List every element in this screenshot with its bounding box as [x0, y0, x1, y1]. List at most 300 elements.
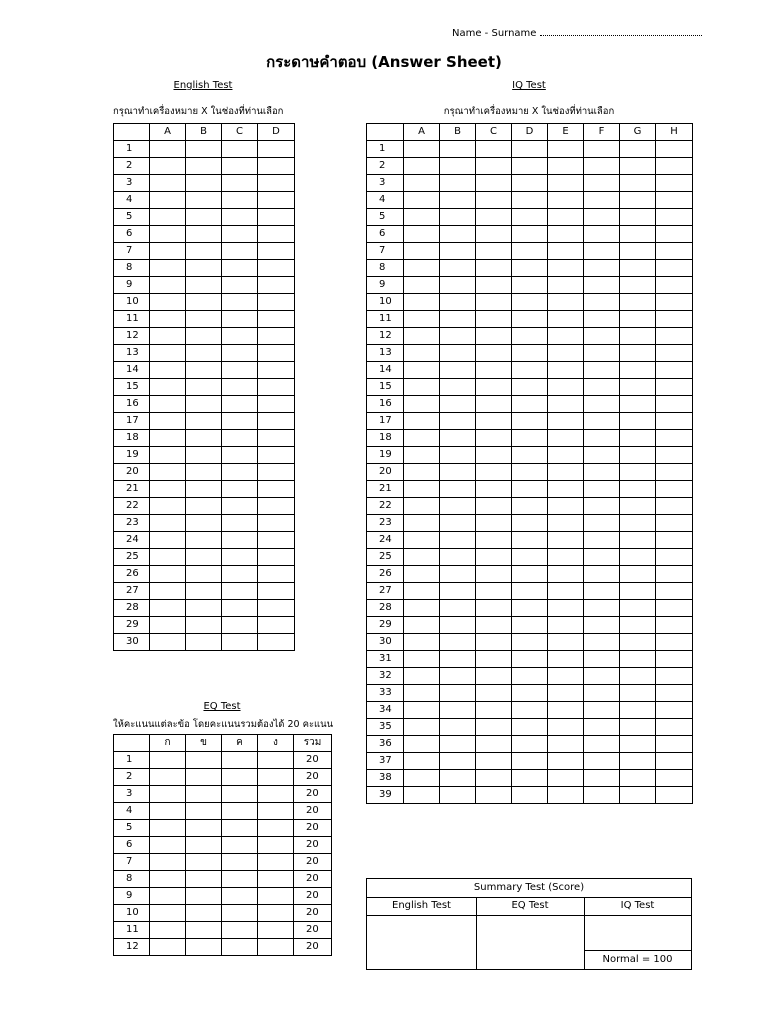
answer-cell[interactable] [440, 566, 476, 583]
answer-cell[interactable] [186, 243, 222, 260]
answer-cell[interactable] [512, 328, 548, 345]
answer-cell[interactable] [404, 243, 440, 260]
answer-cell[interactable] [620, 566, 656, 583]
answer-cell[interactable] [150, 837, 186, 854]
answer-cell[interactable] [258, 379, 295, 396]
answer-cell[interactable] [222, 447, 258, 464]
answer-cell[interactable] [512, 515, 548, 532]
answer-cell[interactable] [476, 651, 512, 668]
answer-cell[interactable] [186, 362, 222, 379]
answer-cell[interactable] [656, 668, 693, 685]
answer-cell[interactable] [186, 634, 222, 651]
answer-cell[interactable] [548, 430, 584, 447]
answer-cell[interactable] [512, 175, 548, 192]
answer-cell[interactable] [222, 345, 258, 362]
answer-cell[interactable] [186, 396, 222, 413]
answer-cell[interactable] [258, 634, 295, 651]
answer-cell[interactable] [186, 498, 222, 515]
answer-cell[interactable] [186, 277, 222, 294]
answer-cell[interactable] [404, 141, 440, 158]
answer-cell[interactable] [620, 413, 656, 430]
answer-cell[interactable] [656, 515, 693, 532]
answer-cell[interactable] [656, 498, 693, 515]
answer-cell[interactable] [584, 617, 620, 634]
answer-cell[interactable] [258, 192, 295, 209]
answer-cell[interactable] [512, 736, 548, 753]
answer-cell[interactable] [404, 345, 440, 362]
answer-cell[interactable] [404, 362, 440, 379]
answer-cell[interactable] [150, 752, 186, 769]
answer-cell[interactable] [186, 413, 222, 430]
answer-cell[interactable] [620, 634, 656, 651]
answer-cell[interactable] [404, 209, 440, 226]
answer-cell[interactable] [258, 226, 295, 243]
answer-cell[interactable] [620, 277, 656, 294]
summary-english-score-cell[interactable] [367, 916, 475, 969]
answer-cell[interactable] [258, 158, 295, 175]
answer-cell[interactable] [440, 651, 476, 668]
answer-cell[interactable] [476, 719, 512, 736]
answer-cell[interactable] [404, 753, 440, 770]
answer-cell[interactable] [186, 532, 222, 549]
answer-cell[interactable] [186, 192, 222, 209]
answer-cell[interactable] [620, 345, 656, 362]
answer-cell[interactable] [476, 379, 512, 396]
answer-cell[interactable] [440, 362, 476, 379]
answer-cell[interactable] [404, 600, 440, 617]
answer-cell[interactable] [258, 769, 294, 786]
answer-cell[interactable] [258, 413, 295, 430]
answer-cell[interactable] [186, 905, 222, 922]
answer-cell[interactable] [584, 243, 620, 260]
answer-cell[interactable] [150, 379, 186, 396]
answer-cell[interactable] [186, 481, 222, 498]
answer-cell[interactable] [150, 396, 186, 413]
answer-cell[interactable] [440, 481, 476, 498]
answer-cell[interactable] [476, 464, 512, 481]
answer-cell[interactable] [548, 770, 584, 787]
answer-cell[interactable] [404, 226, 440, 243]
answer-cell[interactable] [186, 854, 222, 871]
answer-cell[interactable] [656, 617, 693, 634]
answer-cell[interactable] [512, 464, 548, 481]
answer-cell[interactable] [222, 379, 258, 396]
answer-cell[interactable] [476, 311, 512, 328]
answer-cell[interactable] [548, 719, 584, 736]
answer-cell[interactable] [548, 328, 584, 345]
answer-cell[interactable] [258, 617, 295, 634]
answer-cell[interactable] [150, 226, 186, 243]
answer-cell[interactable] [584, 175, 620, 192]
answer-cell[interactable] [584, 209, 620, 226]
answer-cell[interactable] [222, 837, 258, 854]
answer-cell[interactable] [656, 192, 693, 209]
answer-cell[interactable] [186, 260, 222, 277]
answer-cell[interactable] [440, 634, 476, 651]
answer-cell[interactable] [404, 430, 440, 447]
answer-cell[interactable] [150, 939, 186, 956]
answer-cell[interactable] [258, 515, 295, 532]
answer-cell[interactable] [548, 413, 584, 430]
answer-cell[interactable] [404, 379, 440, 396]
answer-cell[interactable] [656, 243, 693, 260]
answer-cell[interactable] [222, 905, 258, 922]
answer-cell[interactable] [620, 243, 656, 260]
answer-cell[interactable] [512, 294, 548, 311]
answer-cell[interactable] [620, 515, 656, 532]
answer-cell[interactable] [404, 651, 440, 668]
answer-cell[interactable] [150, 277, 186, 294]
answer-cell[interactable] [186, 922, 222, 939]
name-surname-blank[interactable] [540, 27, 702, 36]
answer-cell[interactable] [222, 277, 258, 294]
answer-cell[interactable] [404, 685, 440, 702]
answer-cell[interactable] [620, 532, 656, 549]
answer-cell[interactable] [440, 294, 476, 311]
answer-cell[interactable] [512, 260, 548, 277]
answer-cell[interactable] [222, 413, 258, 430]
answer-cell[interactable] [222, 192, 258, 209]
answer-cell[interactable] [656, 651, 693, 668]
answer-cell[interactable] [584, 583, 620, 600]
answer-cell[interactable] [222, 820, 258, 837]
answer-cell[interactable] [512, 226, 548, 243]
answer-cell[interactable] [584, 549, 620, 566]
answer-cell[interactable] [620, 753, 656, 770]
answer-cell[interactable] [548, 192, 584, 209]
answer-cell[interactable] [476, 192, 512, 209]
answer-cell[interactable] [440, 617, 476, 634]
answer-cell[interactable] [620, 736, 656, 753]
answer-cell[interactable] [620, 175, 656, 192]
answer-cell[interactable] [258, 820, 294, 837]
answer-cell[interactable] [584, 736, 620, 753]
answer-cell[interactable] [222, 634, 258, 651]
answer-cell[interactable] [512, 498, 548, 515]
answer-cell[interactable] [656, 396, 693, 413]
answer-cell[interactable] [222, 430, 258, 447]
answer-cell[interactable] [186, 820, 222, 837]
answer-cell[interactable] [512, 277, 548, 294]
answer-cell[interactable] [656, 736, 693, 753]
answer-cell[interactable] [258, 260, 295, 277]
answer-cell[interactable] [548, 226, 584, 243]
answer-cell[interactable] [222, 871, 258, 888]
answer-cell[interactable] [150, 243, 186, 260]
answer-cell[interactable] [440, 600, 476, 617]
answer-cell[interactable] [548, 243, 584, 260]
answer-cell[interactable] [548, 396, 584, 413]
answer-cell[interactable] [150, 328, 186, 345]
answer-cell[interactable] [656, 141, 693, 158]
answer-cell[interactable] [656, 481, 693, 498]
answer-cell[interactable] [258, 583, 295, 600]
answer-cell[interactable] [476, 600, 512, 617]
answer-cell[interactable] [548, 175, 584, 192]
answer-cell[interactable] [512, 141, 548, 158]
answer-cell[interactable] [150, 362, 186, 379]
answer-cell[interactable] [620, 464, 656, 481]
answer-cell[interactable] [584, 566, 620, 583]
answer-cell[interactable] [222, 498, 258, 515]
answer-cell[interactable] [222, 311, 258, 328]
answer-cell[interactable] [222, 854, 258, 871]
answer-cell[interactable] [150, 634, 186, 651]
answer-cell[interactable] [584, 141, 620, 158]
answer-cell[interactable] [150, 803, 186, 820]
answer-cell[interactable] [404, 158, 440, 175]
answer-cell[interactable] [258, 600, 295, 617]
answer-cell[interactable] [404, 532, 440, 549]
answer-cell[interactable] [186, 515, 222, 532]
answer-cell[interactable] [512, 600, 548, 617]
answer-cell[interactable] [258, 803, 294, 820]
answer-cell[interactable] [150, 820, 186, 837]
answer-cell[interactable] [476, 158, 512, 175]
answer-cell[interactable] [186, 549, 222, 566]
answer-cell[interactable] [584, 294, 620, 311]
answer-cell[interactable] [440, 770, 476, 787]
answer-cell[interactable] [656, 464, 693, 481]
answer-cell[interactable] [222, 328, 258, 345]
answer-cell[interactable] [620, 226, 656, 243]
answer-cell[interactable] [620, 668, 656, 685]
answer-cell[interactable] [222, 243, 258, 260]
answer-cell[interactable] [150, 600, 186, 617]
answer-cell[interactable] [476, 617, 512, 634]
answer-cell[interactable] [548, 158, 584, 175]
answer-cell[interactable] [476, 277, 512, 294]
answer-cell[interactable] [548, 617, 584, 634]
answer-cell[interactable] [222, 260, 258, 277]
answer-cell[interactable] [186, 888, 222, 905]
answer-cell[interactable] [584, 158, 620, 175]
answer-cell[interactable] [404, 175, 440, 192]
answer-cell[interactable] [258, 888, 294, 905]
answer-cell[interactable] [512, 362, 548, 379]
answer-cell[interactable] [620, 787, 656, 804]
answer-cell[interactable] [656, 294, 693, 311]
answer-cell[interactable] [620, 294, 656, 311]
answer-cell[interactable] [476, 413, 512, 430]
answer-cell[interactable] [258, 141, 295, 158]
answer-cell[interactable] [222, 158, 258, 175]
answer-cell[interactable] [584, 328, 620, 345]
answer-cell[interactable] [222, 922, 258, 939]
answer-cell[interactable] [476, 770, 512, 787]
answer-cell[interactable] [258, 854, 294, 871]
answer-cell[interactable] [150, 447, 186, 464]
answer-cell[interactable] [186, 379, 222, 396]
answer-cell[interactable] [222, 294, 258, 311]
answer-cell[interactable] [258, 549, 295, 566]
answer-cell[interactable] [440, 787, 476, 804]
answer-cell[interactable] [584, 226, 620, 243]
answer-cell[interactable] [548, 566, 584, 583]
answer-cell[interactable] [476, 260, 512, 277]
answer-cell[interactable] [440, 277, 476, 294]
answer-cell[interactable] [150, 532, 186, 549]
answer-cell[interactable] [186, 464, 222, 481]
answer-cell[interactable] [404, 583, 440, 600]
answer-cell[interactable] [548, 753, 584, 770]
answer-cell[interactable] [404, 770, 440, 787]
answer-cell[interactable] [656, 277, 693, 294]
answer-cell[interactable] [222, 769, 258, 786]
answer-cell[interactable] [440, 158, 476, 175]
answer-cell[interactable] [476, 141, 512, 158]
answer-cell[interactable] [584, 532, 620, 549]
answer-cell[interactable] [258, 396, 295, 413]
answer-cell[interactable] [548, 583, 584, 600]
answer-cell[interactable] [440, 175, 476, 192]
answer-cell[interactable] [476, 345, 512, 362]
answer-cell[interactable] [404, 566, 440, 583]
answer-cell[interactable] [584, 753, 620, 770]
answer-cell[interactable] [512, 379, 548, 396]
answer-cell[interactable] [548, 464, 584, 481]
answer-cell[interactable] [476, 583, 512, 600]
answer-cell[interactable] [512, 566, 548, 583]
answer-cell[interactable] [548, 277, 584, 294]
answer-cell[interactable] [548, 549, 584, 566]
answer-cell[interactable] [620, 651, 656, 668]
answer-cell[interactable] [476, 209, 512, 226]
answer-cell[interactable] [476, 736, 512, 753]
answer-cell[interactable] [258, 243, 295, 260]
answer-cell[interactable] [258, 311, 295, 328]
answer-cell[interactable] [548, 294, 584, 311]
answer-cell[interactable] [548, 362, 584, 379]
answer-cell[interactable] [222, 209, 258, 226]
answer-cell[interactable] [476, 175, 512, 192]
answer-cell[interactable] [404, 277, 440, 294]
answer-cell[interactable] [440, 549, 476, 566]
answer-cell[interactable] [150, 413, 186, 430]
answer-cell[interactable] [584, 430, 620, 447]
answer-cell[interactable] [656, 209, 693, 226]
answer-cell[interactable] [584, 651, 620, 668]
answer-cell[interactable] [258, 922, 294, 939]
answer-cell[interactable] [620, 770, 656, 787]
answer-cell[interactable] [584, 345, 620, 362]
answer-cell[interactable] [440, 464, 476, 481]
answer-cell[interactable] [512, 396, 548, 413]
answer-cell[interactable] [620, 719, 656, 736]
answer-cell[interactable] [440, 379, 476, 396]
answer-cell[interactable] [186, 600, 222, 617]
answer-cell[interactable] [150, 430, 186, 447]
answer-cell[interactable] [584, 481, 620, 498]
answer-cell[interactable] [620, 481, 656, 498]
answer-cell[interactable] [258, 464, 295, 481]
answer-cell[interactable] [512, 634, 548, 651]
answer-cell[interactable] [150, 294, 186, 311]
answer-cell[interactable] [186, 175, 222, 192]
answer-cell[interactable] [150, 905, 186, 922]
answer-cell[interactable] [620, 328, 656, 345]
answer-cell[interactable] [440, 498, 476, 515]
answer-cell[interactable] [404, 736, 440, 753]
answer-cell[interactable] [404, 719, 440, 736]
answer-cell[interactable] [150, 922, 186, 939]
answer-cell[interactable] [150, 345, 186, 362]
answer-cell[interactable] [656, 226, 693, 243]
answer-cell[interactable] [548, 600, 584, 617]
answer-cell[interactable] [222, 786, 258, 803]
answer-cell[interactable] [440, 583, 476, 600]
answer-cell[interactable] [656, 600, 693, 617]
answer-cell[interactable] [656, 260, 693, 277]
answer-cell[interactable] [476, 787, 512, 804]
answer-cell[interactable] [186, 617, 222, 634]
answer-cell[interactable] [584, 447, 620, 464]
answer-cell[interactable] [150, 498, 186, 515]
answer-cell[interactable] [620, 685, 656, 702]
answer-cell[interactable] [620, 583, 656, 600]
answer-cell[interactable] [150, 617, 186, 634]
answer-cell[interactable] [186, 447, 222, 464]
answer-cell[interactable] [656, 583, 693, 600]
answer-cell[interactable] [258, 447, 295, 464]
answer-cell[interactable] [150, 481, 186, 498]
answer-cell[interactable] [440, 447, 476, 464]
answer-cell[interactable] [512, 447, 548, 464]
answer-cell[interactable] [476, 702, 512, 719]
answer-cell[interactable] [222, 464, 258, 481]
answer-cell[interactable] [584, 719, 620, 736]
answer-cell[interactable] [476, 226, 512, 243]
answer-cell[interactable] [476, 430, 512, 447]
answer-cell[interactable] [476, 532, 512, 549]
answer-cell[interactable] [656, 770, 693, 787]
answer-cell[interactable] [404, 498, 440, 515]
answer-cell[interactable] [476, 447, 512, 464]
answer-cell[interactable] [186, 141, 222, 158]
answer-cell[interactable] [656, 430, 693, 447]
answer-cell[interactable] [404, 311, 440, 328]
answer-cell[interactable] [258, 905, 294, 922]
answer-cell[interactable] [476, 753, 512, 770]
answer-cell[interactable] [656, 362, 693, 379]
answer-cell[interactable] [404, 702, 440, 719]
answer-cell[interactable] [440, 413, 476, 430]
answer-cell[interactable] [620, 396, 656, 413]
answer-cell[interactable] [548, 532, 584, 549]
answer-cell[interactable] [584, 685, 620, 702]
answer-cell[interactable] [150, 786, 186, 803]
answer-cell[interactable] [222, 803, 258, 820]
answer-cell[interactable] [548, 311, 584, 328]
answer-cell[interactable] [186, 566, 222, 583]
answer-cell[interactable] [258, 871, 294, 888]
answer-cell[interactable] [222, 939, 258, 956]
answer-cell[interactable] [548, 498, 584, 515]
answer-cell[interactable] [512, 753, 548, 770]
answer-cell[interactable] [548, 685, 584, 702]
answer-cell[interactable] [186, 752, 222, 769]
answer-cell[interactable] [584, 362, 620, 379]
answer-cell[interactable] [512, 532, 548, 549]
answer-cell[interactable] [186, 430, 222, 447]
answer-cell[interactable] [620, 702, 656, 719]
answer-cell[interactable] [548, 702, 584, 719]
answer-cell[interactable] [656, 787, 693, 804]
answer-cell[interactable] [656, 549, 693, 566]
answer-cell[interactable] [186, 209, 222, 226]
answer-cell[interactable] [258, 345, 295, 362]
answer-cell[interactable] [222, 583, 258, 600]
